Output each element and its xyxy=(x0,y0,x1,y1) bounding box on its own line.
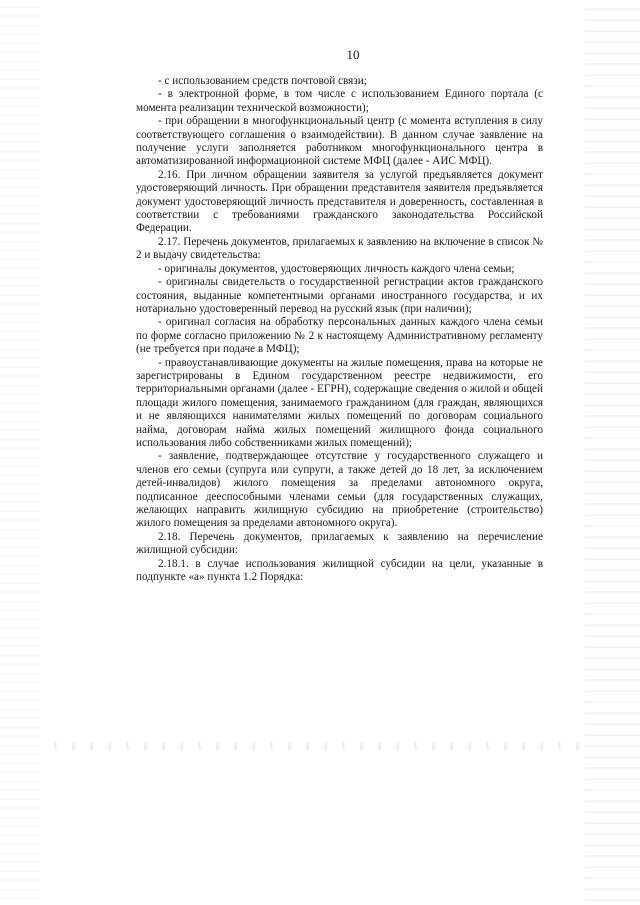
paragraph-2-18: 2.18. Перечень документов, прилагаемых к заявлению на перечисление жилищной субсидии: xyxy=(136,530,543,557)
paragraph-civil-registration: - оригиналы свидетельств о государственной регистрации актов гражданского состояния, выданные компетентными органами иностранного государства, и их нотариально удостоверенный перевод на русский язык (при наличии); xyxy=(136,276,543,315)
paragraph-2-17: 2.17. Перечень документов, прилагаемых к заявлению на включение в список № 2 и выдачу свидетельства: xyxy=(136,235,543,262)
page-number: 10 xyxy=(346,47,360,62)
scan-edge-right xyxy=(585,0,640,905)
scan-bottom-edge xyxy=(40,742,580,750)
paragraph-2-16: 2.16. При личном обращении заявителя за услугой предъявляется документ удостоверяющий личность. При обращении представителя заявителя предъявляется документ удостоверяющий личность представителя и доверенность, составленная в соответствии с требованиями гражданского законодательства Российской Федерации. xyxy=(136,168,543,235)
paragraph-no-housing-statement: - заявление, подтверждающее отсутствие у государственного служащего и членов его семьи (супруга или супруги, а также детей до 18 лет, за исключением детей-инвалидов) жилого помещения за пределами автономного округа, подписанное дееспособными членами семьи (для государственных служащих, желающих направить жилищную субсидию на приобретение (строительство) жилого помещения за пределами автономного округа). xyxy=(136,450,543,530)
paragraph-identity-docs: - оригиналы документов, удостоверяющих личность каждого члена семьи; xyxy=(158,262,515,275)
paragraph-mfc: - при обращении в многофункциональный центр (с момента вступления в силу соответствующего соглашения о взаимодействии). В данном случае заявление на получение услуги заполняется работником многофункционального центра в автоматизированной информационной системе МФЦ (далее - АИС МФЦ). xyxy=(136,115,543,168)
paragraph-title-documents: - правоустанавливающие документы на жилые помещения, права на которые не зарегистрированы в Едином государственном реестре недвижимости, его территориальными органами (далее - ЕГРН), содержащие сведения о жилой и общей площади жилого помещения, занимаемого гражданином (для граждан, являющихся и не являющихся нанимателями жилых помещений по договорам социального найма, договорам найма жилых помещений жилищного фонда социального использования либо собственниками жилых помещений); xyxy=(136,356,543,449)
scan-edge-left xyxy=(0,0,40,905)
paragraph-personal-data-consent: - оригинал согласия на обработку персональных данных каждого члена семьи по форме согласно приложению № 2 к настоящему Административному регламенту (не требуется при подаче в МФЦ); xyxy=(136,316,543,356)
paragraph-2-18-1: 2.18.1. в случае использования жилищной субсидии на цели, указанные в подпункте «а» пункта 1.2 Порядка: xyxy=(136,557,543,584)
paragraph-electronic: - в электронной форме, в том числе с использованием Единого портала (с момента реализации технической возможности); xyxy=(136,88,543,114)
document-body xyxy=(136,75,543,584)
paragraph-postal: - с использованием средств почтовой связи; xyxy=(158,75,367,87)
